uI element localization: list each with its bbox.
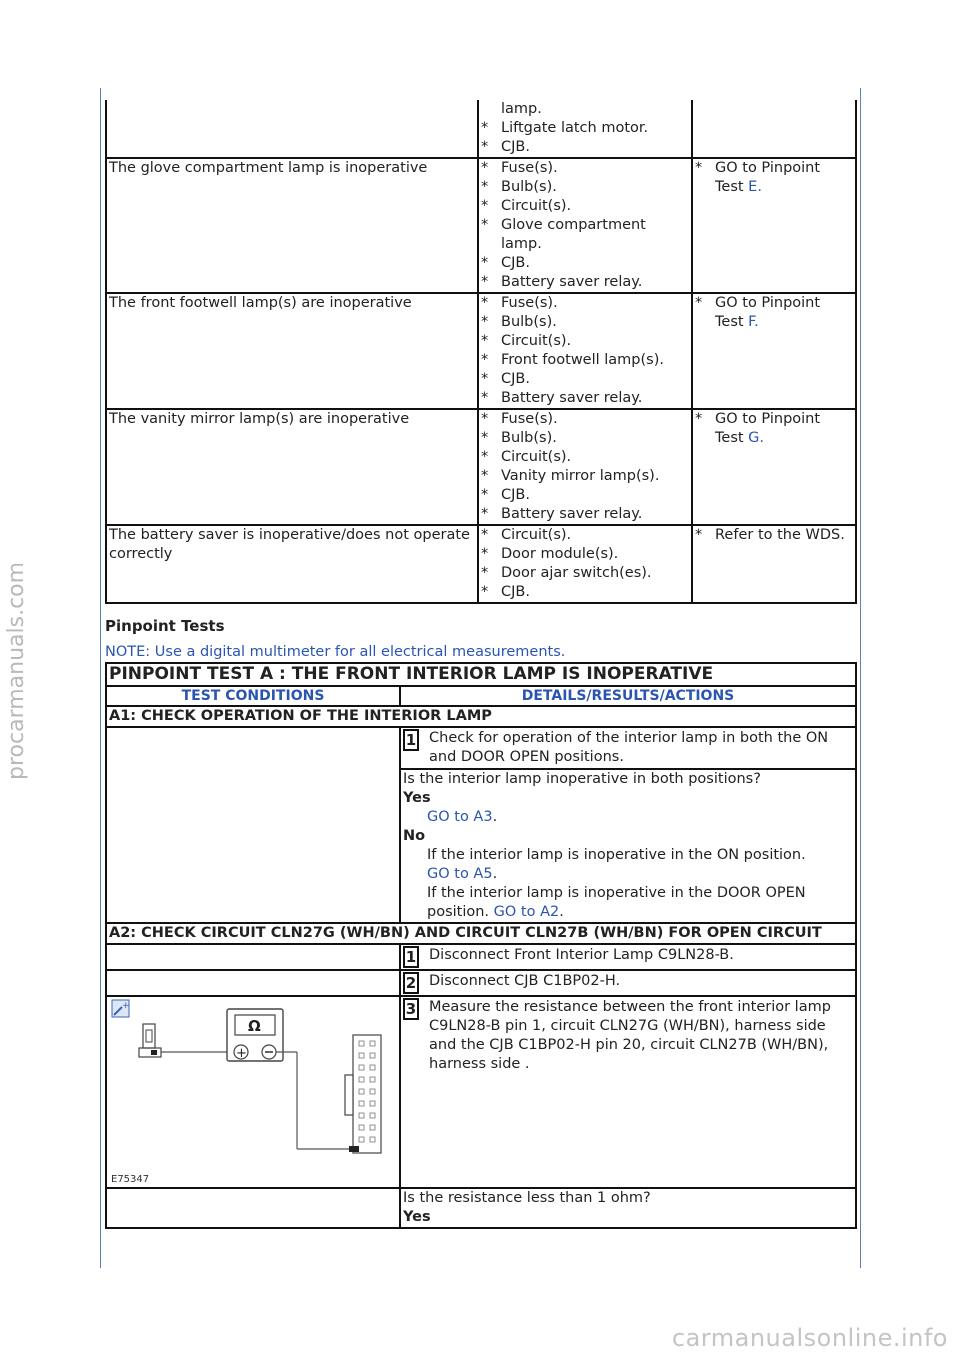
cause-item [481, 216, 689, 254]
a1-no-text1: If the interior lamp is inoperative in the ON position. [427, 847, 806, 863]
cause-text: Front footwell lamp(s). [501, 352, 664, 368]
cause-item [481, 119, 689, 138]
bullet-star: * [481, 333, 489, 349]
a1-results-cell: Is the interior lamp inoperative in both positions? Yes GO to A3. No If the interior lamp is inoperative in the ON position. GO to A5. If the interior lamp is inoperative in the DOOR OPEN position. GO to A2. [400, 769, 856, 923]
bullet-star: * [481, 527, 489, 543]
bullet-star: * [481, 584, 489, 600]
cause-text: Battery saver relay. [501, 390, 643, 406]
action-item [695, 526, 853, 545]
bullet-star: * [695, 160, 703, 176]
bullet-star: * [695, 295, 703, 311]
cause-text: CJB. [501, 139, 530, 155]
action-text: GO to Pinpoint Test [715, 295, 821, 330]
cause-item [481, 429, 689, 448]
step-number: 1 [403, 729, 419, 751]
cause-item [481, 178, 689, 197]
a2-step3-text: Measure the resistance between the front interior lamp C9LN28-B pin 1, circuit CLN27G (WH/BN), harness side and the CJB C1BP02-H pin 20, circuit CLN27B (WH/BN), harness side . [429, 999, 831, 1072]
cause-item [481, 273, 689, 292]
bullet-star: * [481, 468, 489, 484]
cause-text: Door ajar switch(es). [501, 565, 652, 581]
cause-item [481, 389, 689, 408]
cause-item [481, 332, 689, 351]
cause-item [481, 254, 689, 273]
cause-text: Battery saver relay. [501, 274, 643, 290]
action-text: GO to Pinpoint Test [715, 411, 821, 446]
svg-text:+: + [236, 1046, 247, 1061]
pinpoint-test-a [105, 662, 857, 1229]
cause-item [481, 526, 689, 545]
cause-text: Fuse(s). [501, 160, 558, 176]
step-number: 3 [403, 998, 419, 1020]
cause-text: CJB. [501, 487, 530, 503]
bullet-star: * [481, 449, 489, 465]
cause-item [481, 351, 689, 370]
action-cell [692, 525, 856, 603]
cause-text: Bulb(s). [501, 314, 557, 330]
a2-step1-cell [400, 944, 856, 970]
col-test-conditions: TEST CONDITIONS [106, 686, 400, 706]
bullet-star: * [695, 527, 703, 543]
cause-text: Bulb(s). [501, 179, 557, 195]
bullet-star: * [481, 371, 489, 387]
bullet-star: * [481, 160, 489, 176]
right-margin-line [860, 88, 861, 1268]
a2-heading: A2: CHECK CIRCUIT CLN27G (WH/BN) AND CIRCUIT CLN27B (WH/BN) FOR OPEN CIRCUIT [106, 923, 856, 944]
figure-label: E75347 [111, 1174, 150, 1185]
symptom-cell: The battery saver is inoperative/does not operate correctly [106, 525, 478, 603]
bullet-star: * [481, 546, 489, 562]
cause-item [481, 100, 689, 119]
cause-text: Door module(s). [501, 546, 619, 562]
bullet-star: * [481, 487, 489, 503]
bullet-star: * [481, 565, 489, 581]
a1-yes-link[interactable]: GO to A3 [427, 809, 493, 825]
bullet-star: * [481, 295, 489, 311]
side-watermark: procarmanuals.com [4, 561, 29, 780]
action-text: GO to Pinpoint Test [715, 160, 821, 195]
cause-text: Glove compartment lamp. [501, 217, 646, 252]
bullet-star: * [481, 314, 489, 330]
cause-item [481, 448, 689, 467]
causes-cell [478, 158, 692, 293]
cause-text: Bulb(s). [501, 430, 557, 446]
a1-conditions-cell [106, 727, 400, 923]
cause-text: CJB. [501, 584, 530, 600]
causes-cell [478, 525, 692, 603]
a1-no-link2[interactable]: GO to A2 [493, 904, 560, 920]
a2-step3-cell [400, 996, 856, 1188]
pinpoint-link[interactable]: F. [748, 314, 759, 330]
cause-text: Circuit(s). [501, 527, 572, 543]
action-text-wrap [715, 526, 853, 545]
symptom-row [106, 525, 856, 603]
cause-item [481, 294, 689, 313]
cause-text: Fuse(s). [501, 295, 558, 311]
step-number: 2 [403, 972, 419, 994]
bullet-star: * [481, 120, 489, 136]
cause-text: Circuit(s). [501, 333, 572, 349]
bullet-star: * [481, 411, 489, 427]
cause-item [481, 313, 689, 332]
a2-step1-text: Disconnect Front Interior Lamp C9LN28-B. [429, 947, 734, 963]
pinpoint-link[interactable]: G. [748, 430, 765, 446]
cause-item [481, 138, 689, 157]
bullet-star: * [481, 430, 489, 446]
a2-question: Is the resistance less than 1 ohm? [403, 1190, 651, 1206]
multimeter-diagram [109, 997, 397, 1187]
bullet-star [481, 100, 501, 119]
cause-text: CJB. [501, 255, 530, 271]
symptom-row [106, 293, 856, 409]
cause-item [481, 505, 689, 524]
pinpoint-link[interactable]: E. [748, 179, 762, 195]
cause-text: Circuit(s). [501, 198, 572, 214]
a2-conditions-cell [106, 944, 400, 970]
left-margin-line [100, 88, 101, 1268]
cause-item [481, 370, 689, 389]
section-title: Pinpoint Tests [105, 617, 225, 635]
action-item [695, 294, 853, 332]
cause-text: Fuse(s). [501, 411, 558, 427]
symptom-cell: The front footwell lamp(s) are inoperative [106, 293, 478, 409]
action-cell [692, 409, 856, 525]
cause-item [481, 467, 689, 486]
symptom-row [106, 158, 856, 293]
manual-page [105, 100, 855, 1229]
a2-results-cell [400, 1188, 856, 1228]
action-cell [692, 158, 856, 293]
cause-item [481, 159, 689, 178]
symptom-cell: The glove compartment lamp is inoperative [106, 158, 478, 293]
action-text-wrap [715, 159, 853, 197]
pinpoint-title: PINPOINT TEST A : THE FRONT INTERIOR LAMP IS INOPERATIVE [106, 663, 856, 686]
a1-no-label: No [403, 828, 426, 844]
svg-text:+: + [122, 1001, 130, 1011]
cause-text: Vanity mirror lamp(s). [501, 468, 660, 484]
bullet-star: * [481, 274, 489, 290]
cause-item [481, 486, 689, 505]
action-text: Refer to the WDS. [715, 527, 845, 543]
a1-no-text2: If the interior lamp is inoperative in the DOOR OPEN position. [427, 885, 806, 920]
a2-step2-text: Disconnect CJB C1BP02-H. [429, 973, 621, 989]
col-details: DETAILS/RESULTS/ACTIONS [400, 686, 856, 706]
action-text-wrap [715, 294, 853, 332]
action-cell [692, 100, 856, 158]
symptom-cell [106, 100, 478, 158]
symptom-row [106, 100, 856, 158]
cause-item [481, 564, 689, 583]
bullet-star: * [481, 217, 489, 233]
a1-step1-text: Check for operation of the interior lamp in both the ON and DOOR OPEN positions. [429, 730, 829, 765]
a2-conditions-cell-2 [106, 970, 400, 996]
cause-text: CJB. [501, 371, 530, 387]
a2-yes-label: Yes [403, 1209, 431, 1225]
cause-text: Liftgate latch motor. [501, 120, 649, 136]
step-number: 1 [403, 946, 419, 968]
a2-conditions-cell-3 [106, 1188, 400, 1228]
a1-question: Is the interior lamp inoperative in both positions? [403, 771, 761, 787]
cause-item [481, 583, 689, 602]
symptom-chart [105, 100, 857, 604]
action-text-wrap [715, 410, 853, 448]
bullet-star: * [695, 411, 703, 427]
bullet-star: * [481, 139, 489, 155]
bullet-star: * [481, 506, 489, 522]
bullet-star: * [481, 352, 489, 368]
zoom-icon[interactable] [112, 1000, 130, 1017]
causes-cell [478, 409, 692, 525]
action-item [695, 159, 853, 197]
bottom-watermark: carmanualsonline.info [671, 1324, 948, 1352]
causes-cell [478, 293, 692, 409]
cause-item [481, 545, 689, 564]
cause-item [481, 410, 689, 429]
bullet-star: * [481, 390, 489, 406]
a1-heading: A1: CHECK OPERATION OF THE INTERIOR LAMP [106, 706, 856, 727]
a2-step2-cell [400, 970, 856, 996]
cause-text: Battery saver relay. [501, 506, 643, 522]
bullet-star: * [481, 255, 489, 271]
action-cell [692, 293, 856, 409]
cause-item [481, 197, 689, 216]
a2-figure-cell [106, 996, 400, 1188]
a1-no-link1[interactable]: GO to A5 [427, 866, 493, 882]
note-text: NOTE: Use a digital multimeter for all electrical measurements. [105, 644, 566, 660]
action-item [695, 410, 853, 448]
ohm-symbol: Ω [248, 1017, 261, 1035]
bullet-star: * [481, 179, 489, 195]
cause-text: lamp. [501, 101, 542, 117]
wiring-diagram [109, 997, 397, 1187]
a1-yes-label: Yes [403, 790, 431, 806]
symptom-cell: The vanity mirror lamp(s) are inoperative [106, 409, 478, 525]
symptom-row [106, 409, 856, 525]
a1-step1-cell [400, 727, 856, 769]
bullet-star: * [481, 198, 489, 214]
causes-cell [478, 100, 692, 158]
cause-text: Circuit(s). [501, 449, 572, 465]
